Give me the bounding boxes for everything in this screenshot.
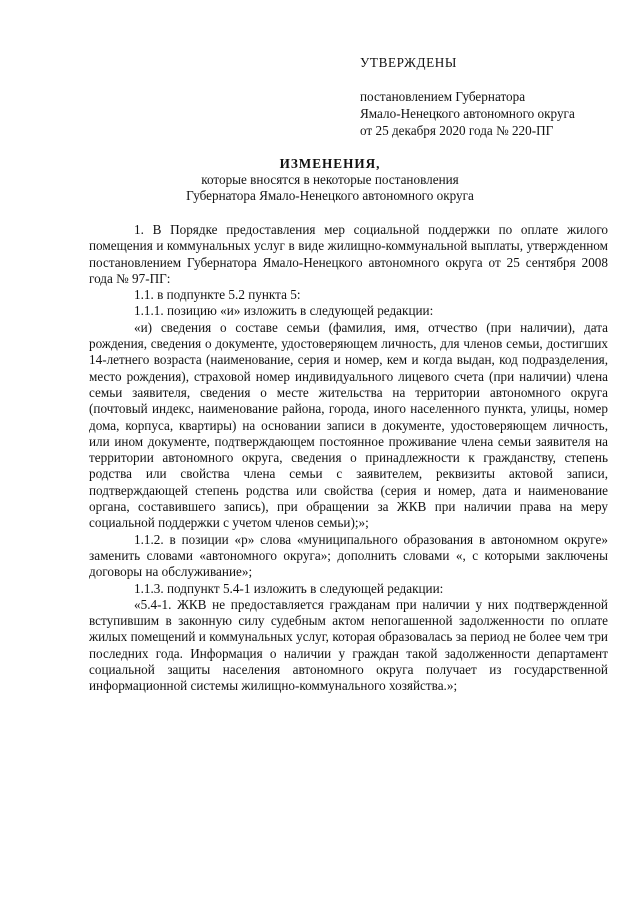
paragraph: «5.4-1. ЖКВ не предоставляется гражданам при наличии у них подтвержденной вступившим в законную силу судебным актом непогашенной задолженности по оплате жилых помещений и коммунальных услуг, которая образовалась за период не более чем три последних года. Информация о наличии у граждан такой задолженности департамент социальной защиты населения автономного округа получает из государственной информационной системы жилищно-коммунального хозяйства.»; [89, 596, 608, 694]
title-main: ИЗМЕНЕНИЯ, [279, 156, 381, 171]
document-title [100, 156, 560, 204]
title-subtitle-line: которые вносятся в некоторые постановления [201, 172, 459, 187]
paragraph: 1.1.1. позицию «и» изложить в следующей редакции: [134, 303, 434, 319]
document-body [89, 222, 608, 695]
approval-line: постановлением Губернатора [360, 89, 526, 104]
approval-line: Ямало-Ненецкого автономного округа [360, 106, 575, 121]
paragraph: 1.1.3. подпункт 5.4-1 изложить в следующей редакции: [134, 580, 444, 596]
title-subtitle-line: Губернатора Ямало-Ненецкого автономного округа [186, 188, 474, 203]
approval-line: от 25 декабря 2020 года № 220-ПГ [360, 123, 554, 138]
paragraph: «и) сведения о составе семьи (фамилия, имя, отчество (при наличии), дата рождения, сведения о документе, удостоверяющем личность, для членов семьи, достигших 14-летнего возраста (наименование, серия и номер, кем и когда выдан, код подразделения, место рождения), страховой номер индивидуального лицевого счета (при наличии) члена семьи заявителя, сведения о месте жительства на территории автономного округа (почтовый индекс, наименование района, города, иного населенного пункта, улицы, номер дома, корпуса, квартиры) на основании записи в документе, удостоверяющем личность, или ином документе, подтверждающем постоянное проживание члена семьи заявителя на территории автономного округа, сведения о принадлежности к гражданству, степень родства или свойства члена семьи с заявителем, реквизиты актовой записи, подтверждающей степень родства или свойства (серия и номер, дата и наименование органа, составившего запись), при обращении за ЖКВ при наличии права на меру социальной поддержки с учетом членов семьи);»; [89, 319, 608, 531]
paragraph: 1. В Порядке предоставления мер социальной поддержки по оплате жилого помещения и коммунальных услуг в виде жилищно-коммунальной выплаты, утвержденном постановлением Губернатора Ямало-Ненецкого автономного округа от 25 сентября 2008 года № 97-ПГ: [89, 222, 608, 286]
paragraph: 1.1. в подпункте 5.2 пункта 5: [134, 287, 301, 303]
paragraph: 1.1.2. в позиции «р» слова «муниципального образования в автономном округе» заменить словами «автономного округа»; дополнить словами «, с которыми заключены договоры на обслуживание»; [89, 531, 608, 580]
approval-heading: УТВЕРЖДЕНЫ [360, 55, 458, 70]
approval-stamp [360, 54, 620, 139]
